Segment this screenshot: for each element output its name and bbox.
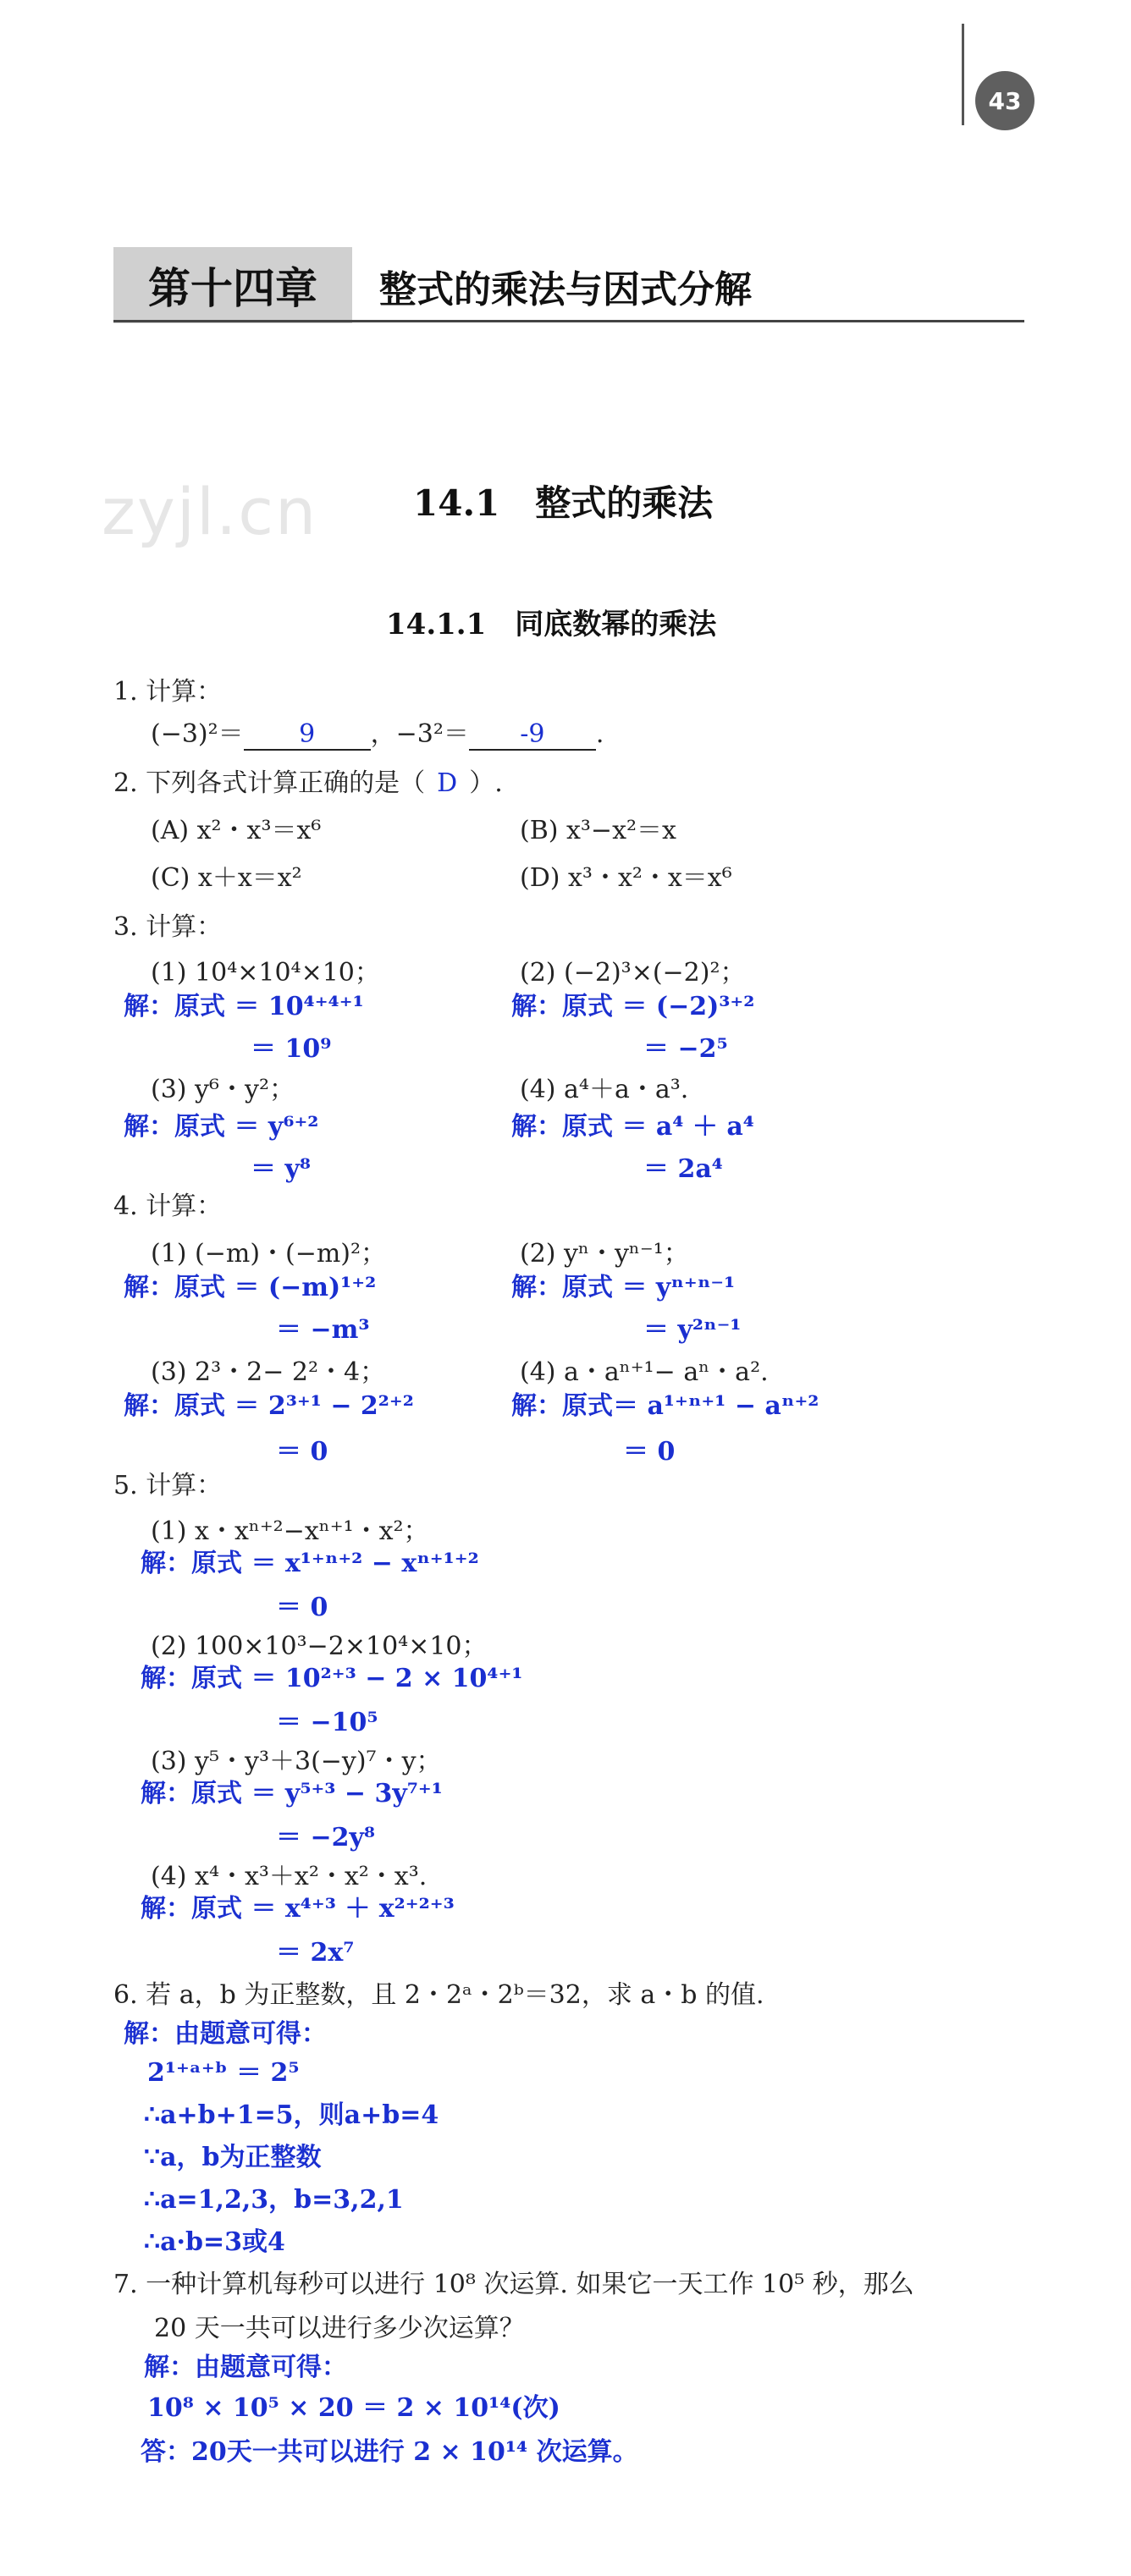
chapter-title: 整式的乘法与因式分解 bbox=[379, 268, 752, 311]
q5-p4: (4) x⁴・x³＋x²・x²・x³. bbox=[151, 1862, 428, 1891]
q6-l3: ∴a+b+1=5，则a+b=4 bbox=[144, 2100, 439, 2130]
q4-s1b: ＝ −m³ bbox=[276, 1315, 370, 1345]
q1-answer-a: 9 bbox=[244, 719, 371, 751]
chapter-label: 第十四章 bbox=[113, 247, 352, 323]
q3-p3: (3) y⁶・y²； bbox=[151, 1075, 295, 1104]
q5-stem: 5. 计算： bbox=[113, 1471, 223, 1500]
q3-s3a: 解：原式 ＝ y⁶⁺² bbox=[124, 1112, 319, 1142]
q2-stem bbox=[113, 762, 503, 799]
q6-stem: 6. 若 a，b 为正整数，且 2・2ᵃ・2ᵇ＝32，求 a・b 的值. bbox=[113, 1980, 764, 2010]
q7-stem-2: 20 天一共可以进行多少次运算？ bbox=[154, 2314, 525, 2343]
q5-p2: (2) 100×10³−2×10⁴×10； bbox=[151, 1632, 488, 1661]
q2-stem-post: ）. bbox=[469, 768, 503, 798]
q3-p1: (1) 10⁴×10⁴×10； bbox=[151, 958, 380, 988]
q1-sep: ， bbox=[370, 719, 396, 749]
q7-stem-1: 7. 一种计算机每秒可以进行 10⁸ 次运算. 如果它一天工作 10⁵ 秒，那么 bbox=[113, 2270, 914, 2299]
q1-answer-b: -9 bbox=[469, 719, 596, 751]
header-rule bbox=[962, 24, 964, 125]
q4-s1a: 解：原式 ＝ (−m)¹⁺² bbox=[124, 1273, 377, 1302]
q3-p4: (4) a⁴＋a・a³. bbox=[520, 1075, 689, 1104]
q7-l3: 答：20天一共可以进行 2 × 10¹⁴ 次运算。 bbox=[141, 2437, 638, 2467]
section-title: 14.1 整式的乘法 bbox=[413, 482, 714, 524]
q3-s4a: 解：原式 ＝ a⁴ ＋ a⁴ bbox=[511, 1112, 754, 1142]
q7-l1: 解：由题意可得： bbox=[144, 2353, 347, 2382]
q4-p4: (4) a・aⁿ⁺¹− aⁿ・a². bbox=[520, 1357, 769, 1387]
q5-s2a: 解：原式 ＝ 10²⁺³ − 2 × 10⁴⁺¹ bbox=[141, 1664, 523, 1693]
q4-s3b: ＝ 0 bbox=[276, 1437, 328, 1467]
q5-s4b: ＝ 2x⁷ bbox=[276, 1938, 355, 1968]
q1-end: . bbox=[595, 719, 604, 749]
q4-p2: (2) yⁿ・yⁿ⁻¹； bbox=[520, 1239, 689, 1269]
q3-s3b: ＝ y⁸ bbox=[251, 1154, 312, 1184]
q5-s2b: ＝ −10⁵ bbox=[276, 1708, 378, 1737]
q5-s3b: ＝ −2y⁸ bbox=[276, 1823, 376, 1852]
q3-s2b: ＝ −2⁵ bbox=[643, 1034, 728, 1064]
q4-stem: 4. 计算： bbox=[113, 1192, 223, 1221]
q6-l5: ∴a=1,2,3，b=3,2,1 bbox=[144, 2185, 404, 2215]
q4-s4a: 解：原式＝ a¹⁺ⁿ⁺¹ − aⁿ⁺² bbox=[511, 1391, 819, 1421]
q2-option-a: (A) x²・x³＝x⁶ bbox=[151, 816, 322, 845]
q6-l4: ∵a，b为正整数 bbox=[144, 2143, 322, 2172]
q2-stem-pre: 2. 下列各式计算正确的是（ bbox=[113, 768, 426, 798]
q3-stem: 3. 计算： bbox=[113, 912, 223, 942]
q1-part-b: −3²＝ bbox=[395, 719, 469, 749]
q4-s2a: 解：原式 ＝ yⁿ⁺ⁿ⁻¹ bbox=[511, 1273, 736, 1302]
q6-l1: 解：由题意可得： bbox=[124, 2019, 327, 2049]
page-number: 43 bbox=[975, 71, 1034, 130]
subsection-title: 14.1.1 同底数幂的乘法 bbox=[386, 608, 717, 641]
q2-option-b: (B) x³−x²＝x bbox=[520, 816, 676, 845]
q7-l2: 10⁸ × 10⁵ × 20 ＝ 2 × 10¹⁴(次) bbox=[147, 2393, 560, 2423]
q1-part-a: (−3)²＝ bbox=[151, 719, 244, 749]
q1-stem: 1. 计算： bbox=[113, 677, 223, 707]
q4-s3a: 解：原式 ＝ 2³⁺¹ − 2²⁺² bbox=[124, 1391, 414, 1421]
q3-s1b: ＝ 10⁹ bbox=[251, 1034, 332, 1064]
q6-l2: 2¹⁺ᵃ⁺ᵇ ＝ 2⁵ bbox=[147, 2058, 300, 2088]
q4-p3: (3) 2³・2− 2²・4； bbox=[151, 1357, 386, 1387]
q2-option-c: (C) x＋x＝x² bbox=[151, 863, 302, 893]
q1-line bbox=[151, 713, 604, 751]
q5-s3a: 解：原式 ＝ y⁵⁺³ − 3y⁷⁺¹ bbox=[141, 1779, 443, 1808]
q4-s2b: ＝ y²ⁿ⁻¹ bbox=[643, 1315, 742, 1345]
q5-s1a: 解：原式 ＝ x¹⁺ⁿ⁺² − xⁿ⁺¹⁺² bbox=[141, 1549, 479, 1578]
q2-option-d: (D) x³・x²・x＝x⁶ bbox=[520, 863, 732, 893]
watermark: zyjl.cn bbox=[102, 474, 318, 549]
q3-s4b: ＝ 2a⁴ bbox=[643, 1154, 723, 1184]
q3-p2: (2) (−2)³×(−2)²； bbox=[520, 958, 746, 988]
q4-s4b: ＝ 0 bbox=[623, 1437, 676, 1467]
q5-s4a: 解：原式 ＝ x⁴⁺³ ＋ x²⁺²⁺³ bbox=[141, 1894, 455, 1924]
q3-s1a: 解：原式 ＝ 10⁴⁺⁴⁺¹ bbox=[124, 992, 364, 1021]
q6-l6: ∴a·b=3或4 bbox=[144, 2227, 285, 2257]
q3-s2a: 解：原式 ＝ (−2)³⁺² bbox=[511, 992, 755, 1021]
q5-p1: (1) x・xⁿ⁺²−xⁿ⁺¹・x²； bbox=[151, 1516, 429, 1546]
q2-answer: D bbox=[437, 768, 458, 798]
q5-s1b: ＝ 0 bbox=[276, 1593, 328, 1622]
q5-p3: (3) y⁵・y³＋3(−y)⁷・y； bbox=[151, 1747, 442, 1776]
q4-p1: (1) (−m)・(−m)²； bbox=[151, 1239, 387, 1269]
chapter-rule bbox=[113, 320, 1024, 322]
